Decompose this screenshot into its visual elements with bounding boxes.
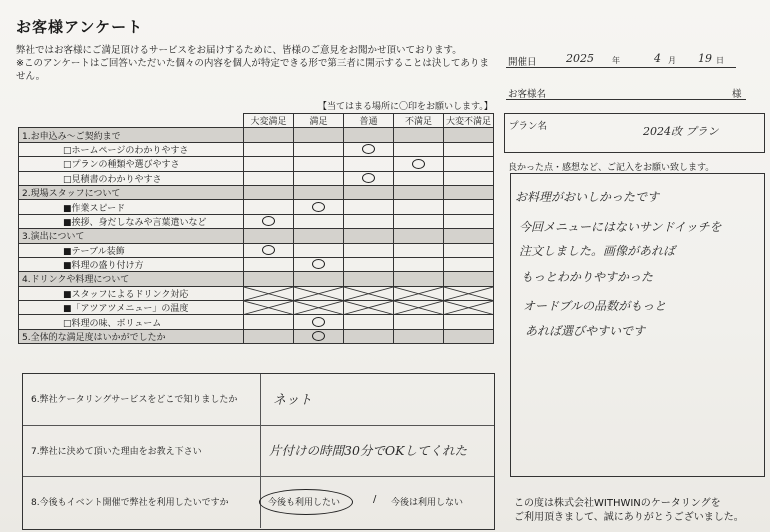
- section-row: [19, 329, 494, 343]
- rating-cell[interactable]: [344, 128, 394, 142]
- item-label: ■作業スピード: [19, 200, 244, 214]
- satisfaction-table: [18, 113, 494, 344]
- rating-cell[interactable]: [244, 128, 294, 142]
- strike-through-mark: [294, 301, 343, 314]
- rating-cell[interactable]: [444, 286, 494, 300]
- handwritten-circle-mark: [262, 216, 275, 226]
- intro-line-3: せん。: [16, 71, 46, 82]
- rating-cell[interactable]: [294, 301, 344, 315]
- section-title: 1.お申込み〜ご契約まで: [19, 128, 244, 142]
- rating-cell[interactable]: [294, 171, 344, 185]
- section-row: [19, 272, 494, 286]
- rating-cell[interactable]: [444, 142, 494, 156]
- rating-cell[interactable]: [394, 185, 444, 199]
- item-label: □プランの種類や選びやすさ: [19, 157, 244, 171]
- rating-cell[interactable]: [444, 257, 494, 271]
- thank-you-note: [514, 497, 744, 525]
- comment-line: 今回メニューにはないサンドイッチを: [519, 220, 722, 234]
- rating-cell[interactable]: [244, 229, 294, 243]
- question-item-row: [19, 243, 494, 257]
- question-item-row: [19, 142, 494, 156]
- plan-box: [504, 113, 765, 153]
- column-header: 満足: [294, 114, 344, 128]
- option-not-continue: 今後は利用しない: [391, 498, 464, 508]
- question-item-row: [19, 200, 494, 214]
- question-item-row: [19, 214, 494, 228]
- rating-cell[interactable]: [394, 214, 444, 228]
- question-row: [23, 374, 494, 425]
- handwritten-circle-mark: [362, 144, 375, 154]
- answer-reason: 片付けの時間30分でOKしてくれた: [269, 443, 467, 458]
- table-header-row: [19, 114, 494, 128]
- rating-cell[interactable]: [444, 214, 494, 228]
- rating-cell[interactable]: [344, 272, 394, 286]
- rating-cell[interactable]: [344, 200, 394, 214]
- question-divider: [260, 426, 261, 477]
- customer-name-label: お客様名: [508, 89, 547, 100]
- rating-cell[interactable]: [444, 315, 494, 329]
- rating-cell[interactable]: [394, 301, 444, 315]
- rating-cell[interactable]: [244, 243, 294, 257]
- option-separator: /: [373, 494, 377, 505]
- intro-line-2: ※このアンケートはご回答いただいた個々の内容を個人が特定できる形で第三者に開示することは決してありま: [16, 58, 489, 69]
- survey-instruction: 【当てはまる場所に〇印をお願いします。】: [318, 102, 493, 112]
- rating-cell[interactable]: [244, 301, 294, 315]
- rating-cell[interactable]: [294, 229, 344, 243]
- rating-cell[interactable]: [244, 185, 294, 199]
- item-label: ■スタッフによるドリンク対応: [19, 286, 244, 300]
- strike-through-mark: [394, 301, 443, 314]
- strike-through-mark: [244, 301, 293, 314]
- comment-line: もっとわかりやすかった: [521, 270, 654, 284]
- rating-cell[interactable]: [344, 301, 394, 315]
- rating-cell[interactable]: [344, 185, 394, 199]
- comment-label: 良かった点・感想など、ご記入をお願い致します。: [508, 163, 715, 173]
- rating-cell[interactable]: [294, 257, 344, 271]
- rating-cell[interactable]: [344, 142, 394, 156]
- column-header: 大変不満足: [444, 114, 494, 128]
- rating-cell[interactable]: [394, 286, 444, 300]
- section-title: 3.演出について: [19, 229, 244, 243]
- item-label: □料理の味、ボリューム: [19, 315, 244, 329]
- plan-value: 2024改 プラン: [643, 125, 719, 138]
- rating-cell[interactable]: [244, 157, 294, 171]
- date-underline: [506, 67, 736, 68]
- question-item-row: [19, 286, 494, 300]
- rating-cell[interactable]: [294, 157, 344, 171]
- rating-cell[interactable]: [344, 243, 394, 257]
- rating-cell[interactable]: [394, 128, 444, 142]
- questions-box: [22, 373, 495, 530]
- section-row: [19, 185, 494, 199]
- strike-through-mark: [244, 287, 293, 300]
- rating-cell[interactable]: [444, 200, 494, 214]
- rating-cell[interactable]: [444, 185, 494, 199]
- comment-line: オードブルの品数がもっと: [523, 299, 667, 313]
- item-label: ■料理の盛り付け方: [19, 257, 244, 271]
- rating-cell[interactable]: [444, 229, 494, 243]
- header-blank: [19, 114, 244, 128]
- rating-cell[interactable]: [344, 315, 394, 329]
- section-title: 5.全体的な満足度はいかがでしたか: [19, 329, 244, 343]
- strike-through-mark: [344, 301, 393, 314]
- column-header: 大変満足: [244, 114, 294, 128]
- section-title: 4.ドリンクや料理について: [19, 272, 244, 286]
- rating-cell[interactable]: [244, 329, 294, 343]
- question-label: 6.弊社ケータリングサービスをどこで知りましたか: [31, 395, 238, 405]
- question-label: 7.弊社に決めて頂いた理由をお教え下さい: [31, 447, 202, 457]
- rating-cell[interactable]: [394, 315, 444, 329]
- rating-cell[interactable]: [344, 329, 394, 343]
- rating-cell[interactable]: [394, 229, 444, 243]
- footer-line-1: この度は株式会社WITHWINのケータリングを: [514, 498, 721, 509]
- section-title: 2.現場スタッフについて: [19, 185, 244, 199]
- date-month-unit: 月: [668, 56, 676, 65]
- comment-line: あれば選びやすいです: [525, 324, 646, 338]
- strike-through-mark: [344, 287, 393, 300]
- handwritten-circle-mark: [312, 202, 325, 212]
- question-item-row: [19, 315, 494, 329]
- question-item-row: [19, 257, 494, 271]
- date-label: 開催日: [508, 57, 537, 68]
- rating-cell[interactable]: [394, 157, 444, 171]
- rating-cell[interactable]: [294, 272, 344, 286]
- handwritten-circle-mark: [362, 173, 375, 183]
- rating-cell[interactable]: [344, 229, 394, 243]
- question-item-row: [19, 171, 494, 185]
- footer-line-2: ご利用頂きまして、誠にありがとうございました。: [514, 512, 744, 523]
- rating-cell[interactable]: [294, 128, 344, 142]
- handwritten-circle-mark: [312, 331, 325, 341]
- strike-through-mark: [444, 301, 493, 314]
- date-month: 4: [654, 52, 661, 65]
- rating-cell[interactable]: [394, 142, 444, 156]
- comment-box: [510, 173, 765, 477]
- rating-cell[interactable]: [294, 315, 344, 329]
- handwritten-circle-mark: [312, 317, 325, 327]
- question-label: 8.今後もイベント開催で弊社を利用したいですか: [31, 498, 229, 508]
- rating-cell[interactable]: [294, 185, 344, 199]
- question-item-row: [19, 157, 494, 171]
- strike-through-mark: [294, 287, 343, 300]
- rating-cell[interactable]: [394, 329, 444, 343]
- comment-line: お料理がおいしかったです: [515, 190, 660, 204]
- rating-cell[interactable]: [394, 200, 444, 214]
- item-label: ■テーブル装飾: [19, 243, 244, 257]
- intro-line-1: 弊社ではお客様にご満足頂けるサービスをお届けするために、皆様のご意見をお聞かせ頂いております。: [16, 45, 462, 56]
- rating-cell[interactable]: [244, 142, 294, 156]
- comment-line: 注文しました。画像があれば: [519, 244, 676, 258]
- rating-cell[interactable]: [444, 157, 494, 171]
- rating-cell[interactable]: [444, 171, 494, 185]
- item-label: ■「アツアツメニュー」の温度: [19, 301, 244, 315]
- plan-label: プラン名: [509, 121, 548, 132]
- date-year: 2025: [566, 52, 594, 65]
- honorific: 様: [732, 89, 742, 100]
- rating-cell[interactable]: [344, 171, 394, 185]
- rating-cell[interactable]: [344, 286, 394, 300]
- strike-through-mark: [394, 287, 443, 300]
- rating-cell[interactable]: [444, 243, 494, 257]
- date-day: 19: [698, 52, 712, 65]
- date-day-unit: 日: [716, 56, 724, 65]
- question-row: [23, 476, 494, 528]
- rating-cell[interactable]: [244, 315, 294, 329]
- rating-cell[interactable]: [344, 157, 394, 171]
- handwritten-circle-mark: [312, 259, 325, 269]
- page-title: お客様アンケート: [16, 18, 144, 36]
- section-row: [19, 229, 494, 243]
- rating-cell[interactable]: [344, 257, 394, 271]
- handwritten-circle-mark: [412, 159, 425, 169]
- rating-cell[interactable]: [394, 243, 444, 257]
- item-label: ■挨拶、身だしなみや言葉遣いなど: [19, 214, 244, 228]
- name-underline: [506, 99, 746, 100]
- rating-cell[interactable]: [444, 301, 494, 315]
- answer-source: ネット: [273, 393, 313, 408]
- item-label: □ホームページのわかりやすさ: [19, 142, 244, 156]
- rating-cell[interactable]: [294, 286, 344, 300]
- question-divider: [260, 374, 261, 425]
- rating-cell[interactable]: [244, 171, 294, 185]
- rating-cell[interactable]: [244, 214, 294, 228]
- rating-cell[interactable]: [244, 257, 294, 271]
- rating-cell[interactable]: [394, 171, 444, 185]
- item-label: □見積書のわかりやすさ: [19, 171, 244, 185]
- date-year-unit: 年: [612, 56, 620, 65]
- option-continue: 今後も利用したい: [268, 498, 341, 508]
- rating-cell[interactable]: [394, 272, 444, 286]
- column-header: 不満足: [394, 114, 444, 128]
- handwritten-circle-mark: [262, 245, 275, 255]
- rating-cell[interactable]: [444, 329, 494, 343]
- question-item-row: [19, 301, 494, 315]
- question-row: [23, 425, 494, 477]
- strike-through-mark: [444, 287, 493, 300]
- rating-cell[interactable]: [244, 286, 294, 300]
- rating-cell[interactable]: [344, 214, 394, 228]
- column-header: 普通: [344, 114, 394, 128]
- rating-cell[interactable]: [294, 214, 344, 228]
- rating-cell[interactable]: [444, 128, 494, 142]
- rating-cell[interactable]: [444, 272, 494, 286]
- rating-cell[interactable]: [294, 243, 344, 257]
- section-row: [19, 128, 494, 142]
- rating-cell[interactable]: [294, 200, 344, 214]
- rating-cell[interactable]: [394, 257, 444, 271]
- rating-cell[interactable]: [294, 329, 344, 343]
- rating-cell[interactable]: [244, 272, 294, 286]
- rating-cell[interactable]: [244, 200, 294, 214]
- rating-cell[interactable]: [294, 142, 344, 156]
